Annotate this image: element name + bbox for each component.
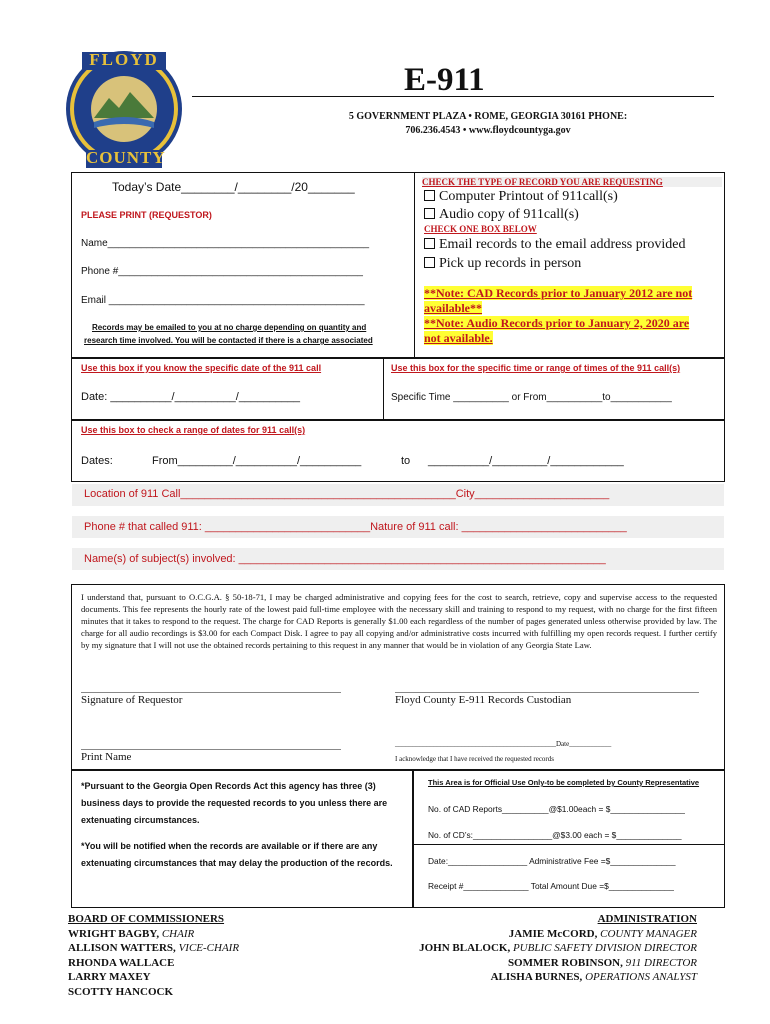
signature-requestor-label: Signature of Requestor <box>81 694 183 706</box>
check-one-heading: CHECK ONE BOX BELOW <box>424 224 537 234</box>
date-range-heading: Use this box to check a range of dates for 911 call(s) <box>81 425 306 435</box>
specific-date-heading: Use this box if you know the specific date of the 911 call <box>81 363 322 373</box>
checkbox-email-records[interactable] <box>424 238 435 249</box>
signature-requestor-line <box>81 692 341 693</box>
board-member-2 <box>68 941 239 956</box>
admin-member-2-title: PUBLIC SAFETY DIVISION DIRECTOR <box>512 942 697 955</box>
address-line-1: 5 GOVERNMENT PLAZA • ROME, GEORGIA 30161 PHONE: <box>348 111 628 122</box>
cad-note-line-1: **Note: CAD Records prior to January 2012 are not <box>424 286 693 300</box>
please-print-label: PLEASE PRINT (REQUESTOR) <box>81 210 212 220</box>
notice-business-days: *Pursuant to the Georgia Open Records Act this agency has three (3) business days to provide the requested records to you unless there are extenuating circumstances. <box>81 781 388 825</box>
board-member-1-name: WRIGHT BAGBY, <box>68 927 160 940</box>
caller-phone-field[interactable]: Phone # that called 911: ___________________________Nature of 911 call: ___________________________ <box>84 521 627 533</box>
board-member-2-title: VICE-CHAIR <box>178 942 240 955</box>
location-field[interactable]: Location of 911 Call_____________________________________________City______________________ <box>84 488 610 500</box>
record-type-heading: CHECK THE TYPE OF RECORD YOU ARE REQUESTING <box>422 177 722 187</box>
option-computer-printout[interactable] <box>424 189 618 205</box>
admin-member-1-title: COUNTY MANAGER <box>600 927 697 940</box>
admin-member-3-title: 911 DIRECTOR <box>625 956 697 969</box>
board-member-2-name: ALLISON WATTERS, <box>68 942 176 955</box>
checkbox-computer-printout[interactable] <box>424 190 435 201</box>
dates-label: Dates: <box>81 455 113 467</box>
print-name-label: Print Name <box>81 751 132 763</box>
todays-date-field[interactable]: Today’s Date________/________/20_______ <box>112 180 355 194</box>
name-field[interactable]: Name_______________________________________________ <box>81 238 370 249</box>
admin-member-4 <box>419 970 697 985</box>
audio-note <box>424 316 689 346</box>
admin-member-1 <box>419 927 697 942</box>
email-field[interactable]: Email ______________________________________________ <box>81 295 365 306</box>
signature-custodian-label: Floyd County E-911 Records Custodian <box>395 694 572 706</box>
specific-time-field[interactable]: Specific Time __________ or From__________to___________ <box>391 392 672 403</box>
subjects-field[interactable]: Name(s) of subject(s) involved: ____________________________________________________________ <box>84 553 606 565</box>
title-rule <box>192 96 714 97</box>
email-note-line-1: Records may be emailed to you at no charge depending on quantity and <box>92 323 367 332</box>
seal-bottom-text: COUNTY <box>86 148 166 167</box>
notice-notification: *You will be notified when the records are available or if there are any extenuating circumstances that may delay the production of the records. <box>81 841 393 868</box>
date-range-from-field[interactable]: From_________/__________/__________ <box>152 455 362 467</box>
official-divider <box>413 844 725 845</box>
audio-note-line-1: **Note: Audio Records prior to January 2, 2020 are <box>424 316 690 330</box>
specific-time-heading: Use this box for the specific time or range of times of the 911 call(s) <box>391 363 681 373</box>
acknowledgement-text: I acknowledge that I have received the requested records <box>395 755 554 763</box>
board-member-1 <box>68 927 239 942</box>
audio-note-line-2: not available. <box>424 331 493 345</box>
admin-heading: ADMINISTRATION <box>597 913 697 925</box>
option-computer-printout-label: Computer Printout of 911call(s) <box>439 189 618 204</box>
seal-top-text: FLOYD <box>89 50 159 69</box>
receipt-field[interactable]: Receipt #______________ Total Amount Due =$______________ <box>428 881 674 891</box>
agreement-text: I understand that, pursuant to O.C.G.A. § 50-18-71, I may be charged administrative and copying fees for the cost to search, retrieve, copy and supervise access to the requested documents. This fee represents the hourly rate of the lowest paid full-time employee with the necessary skill and training to respond to my request, with no charge for the first fifteen minutes that it takes to respond to the request. The charge for CAD Reports is generally $1.00 each regardless of the number of pages generated unless otherwise provided by law. The charge for all audio recordings is $3.00 for each Compact Disk. I agree to pay all copying and/or administrative costs incurred with fulfilling my open records request. I further certify by my signature that I will not use the obtained records pertaining to this request in any manner that would be in violation of any Georgia State Law. <box>81 592 717 650</box>
received-date-field[interactable]: ______________________________________________Date____________ <box>395 740 612 748</box>
cds-field[interactable]: No. of CD’s:_________________@$3.00 each = $______________ <box>428 830 682 840</box>
option-email-records[interactable] <box>424 237 685 253</box>
admin-member-4-name: ALISHA BURNES, <box>490 971 583 984</box>
admin-member-1-name: JAMIE McCORD, <box>508 927 598 940</box>
cad-note-line-2: available** <box>424 301 483 315</box>
phone-field[interactable]: Phone #____________________________________________ <box>81 266 363 277</box>
administration <box>419 912 697 985</box>
board-member-1-title: CHAIR <box>161 927 195 940</box>
board-of-commissioners <box>68 912 239 1000</box>
official-use-heading: This Area is for Official Use Only-to be completed by County Representative <box>428 778 700 787</box>
date-time-divider <box>383 358 384 420</box>
top-box-divider <box>414 172 415 358</box>
option-pick-up-label: Pick up records in person <box>439 256 582 271</box>
option-audio-copy[interactable] <box>424 207 579 223</box>
checkbox-pick-up[interactable] <box>424 257 435 268</box>
specific-date-field[interactable]: Date: __________/__________/__________ <box>81 391 300 403</box>
admin-member-3 <box>419 956 697 971</box>
admin-member-4-title: OPERATIONS ANALYST <box>585 971 697 984</box>
signature-custodian-line <box>395 692 699 693</box>
admin-member-2-name: JOHN BLALOCK, <box>419 942 511 955</box>
cad-reports-field[interactable]: No. of CAD Reports__________@$1.00each = $________________ <box>428 804 685 814</box>
board-heading: BOARD OF COMMISSIONERS <box>68 913 225 925</box>
board-member-4: LARRY MAXEY <box>68 971 151 984</box>
date-range-to-label: to <box>401 455 411 467</box>
address-line-2: 706.236.4543 • www.floydcountyga.gov <box>405 125 571 136</box>
cad-note <box>424 286 692 316</box>
page-title: E-911 <box>404 62 485 98</box>
option-pick-up[interactable] <box>424 256 581 272</box>
option-audio-copy-label: Audio copy of 911call(s) <box>439 207 579 222</box>
admin-member-2 <box>419 941 697 956</box>
board-member-3: RHONDA WALLACE <box>68 956 175 969</box>
admin-member-3-name: SOMMER ROBINSON, <box>507 956 623 969</box>
board-member-5: SCOTTY HANCOCK <box>68 985 174 998</box>
print-name-line <box>81 749 341 750</box>
checkbox-audio-copy[interactable] <box>424 208 435 219</box>
email-note-line-2: research time involved. You will be contacted if there is a charge associated <box>84 336 373 345</box>
county-seal <box>64 46 184 172</box>
option-email-records-label: Email records to the email address provided <box>439 237 686 252</box>
date-range-to-field[interactable]: __________/_________/____________ <box>428 455 624 467</box>
admin-fee-field[interactable]: Date:_________________ Administrative Fee =$______________ <box>428 856 676 866</box>
